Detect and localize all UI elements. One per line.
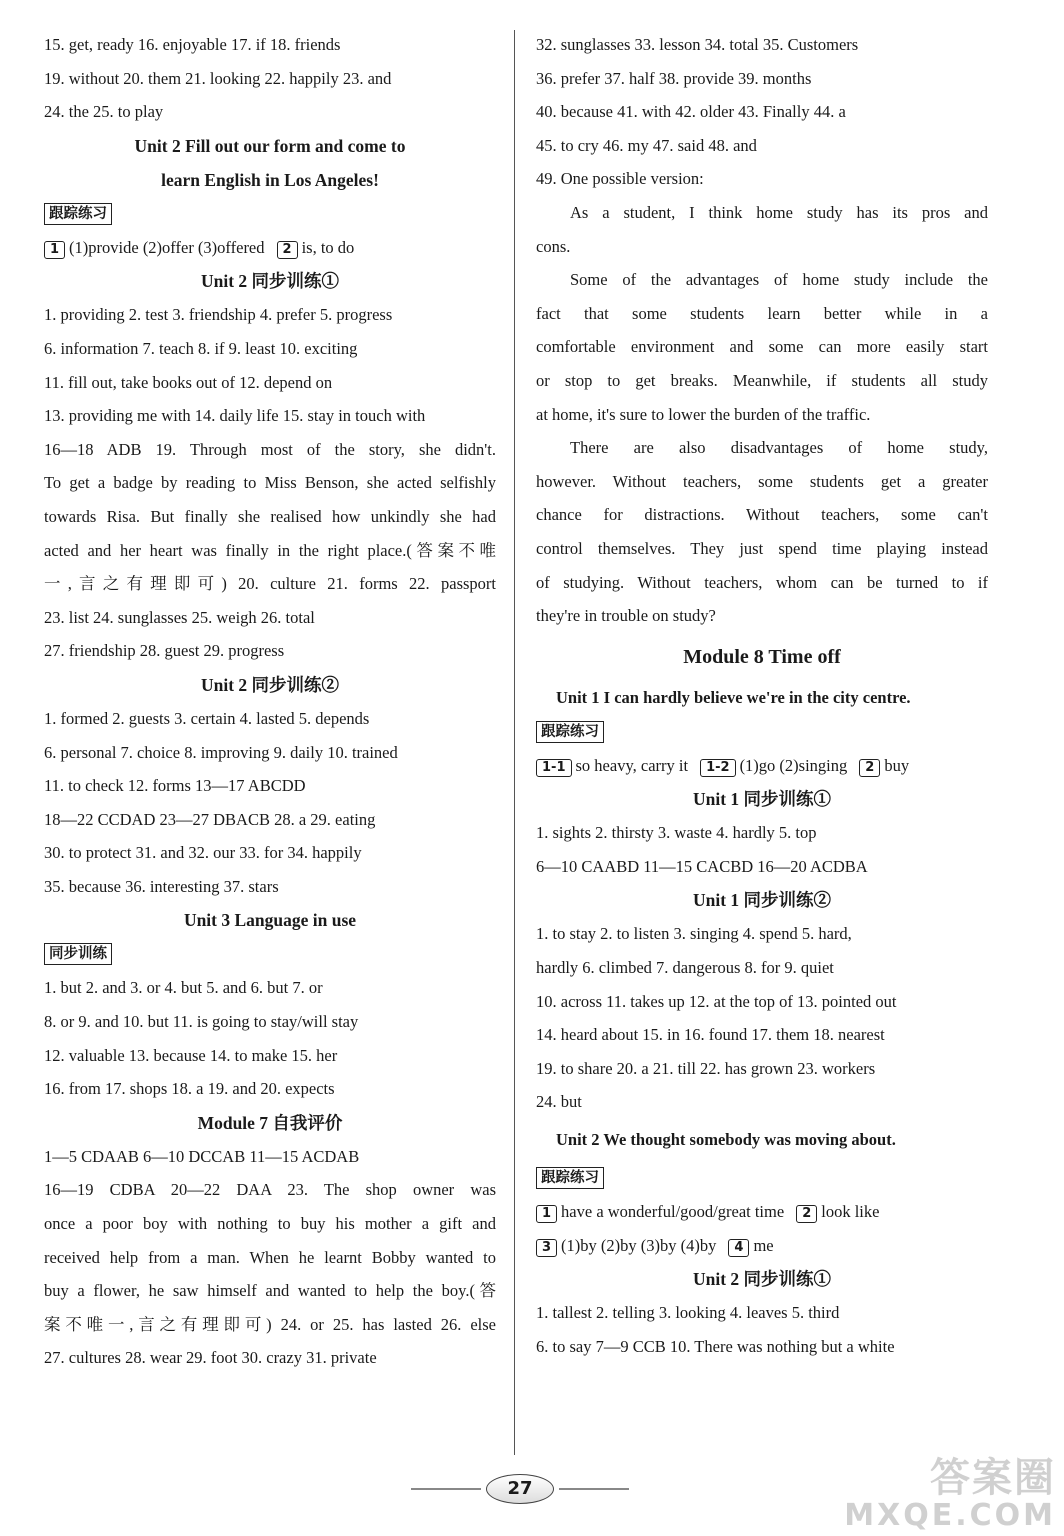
column-divider — [514, 30, 515, 1455]
answer-line: 一,言之有理即可) 20. culture 21. forms 22. passport — [44, 574, 496, 594]
section-tag: 跟踪练习 — [536, 721, 604, 743]
section-heading: Unit 2 同步训练② — [200, 674, 340, 695]
answer-line: 49. One possible version: — [536, 169, 704, 189]
essay-line: however. Without teachers, some students get a greater — [536, 471, 988, 491]
section-heading: Module 7 自我评价 — [197, 1112, 343, 1133]
essay-line: chance for distractions. Without teachers, some can't — [536, 505, 988, 525]
essay-line: or stop to get breaks. Meanwhile, if students all study — [536, 370, 988, 390]
essay-line: of studying. Without teachers, whom can be turned to if — [536, 572, 988, 592]
essay-line: cons. — [536, 236, 571, 256]
answer-line: To get a badge by reading to Miss Benson, she acted selfishly — [44, 473, 496, 493]
answer-line: 27. friendship 28. guest 29. progress — [44, 641, 285, 661]
unit-heading: Unit 1 I can hardly believe we're in the city centre. — [556, 687, 911, 707]
answer-line: 6—10 CAABD 11—15 CACBD 16—20 ACDBA — [536, 856, 868, 876]
answer-line: 15. get, ready 16. enjoyable 17. if 18. friends — [44, 35, 341, 54]
answer-line: 45. to cry 46. my 47. said 48. and — [536, 135, 757, 155]
answer-line: 1. providing 2. test 3. friendship 4. prefer 5. progress — [44, 305, 393, 325]
left-column — [44, 28, 496, 1375]
section-heading: Unit 1 同步训练② — [692, 890, 832, 911]
question-box: 2 — [277, 241, 298, 259]
question-box: 1-2 — [700, 759, 736, 777]
answer-line: 1 have a wonderful/good/great time 2 look like — [536, 1195, 988, 1229]
answer-line: 16—19 CDBA 20—22 DAA 23. The shop owner was — [44, 1180, 496, 1200]
question-box: 1 — [44, 241, 65, 259]
right-column — [536, 28, 988, 1363]
page-number: 27 — [486, 1474, 554, 1504]
unit-heading: Unit 2 We thought somebody was moving about. — [556, 1130, 896, 1150]
answer-line: 23. list 24. sunglasses 25. weigh 26. total — [44, 607, 315, 627]
essay-line: As a student, I think home study has its pros and — [570, 202, 988, 222]
answer-line: 30. to protect 31. and 32. our 33. for 34. happily — [44, 843, 362, 863]
answer-line: 27. cultures 28. wear 29. foot 30. crazy 31. private — [44, 1348, 377, 1368]
section-tag: 跟踪练习 — [536, 1167, 604, 1189]
answer-line: 1 (1)provide (2)offer (3)offered 2 is, to do — [44, 231, 496, 265]
answer-line: 16. from 17. shops 18. a 19. and 20. expects — [44, 1079, 335, 1099]
answer-line: 案不唯一,言之有理即可) 24. or 25. has lasted 26. else — [44, 1314, 496, 1334]
question-box: 2 — [796, 1205, 817, 1223]
question-box: 1 — [536, 1205, 557, 1223]
answer-line: 36. prefer 37. half 38. provide 39. months — [536, 68, 812, 88]
answer-line: 24. but — [536, 1092, 582, 1112]
section-heading: Unit 2 同步训练① — [200, 271, 340, 292]
unit-heading: Unit 2 Fill out our form and come to — [134, 135, 406, 156]
essay-line: comfortable environment and some can more easily start — [536, 337, 988, 357]
section-heading: Unit 1 同步训练① — [692, 789, 832, 810]
question-box: 3 — [536, 1239, 557, 1257]
answer-line: 1. tallest 2. telling 3. looking 4. leaves 5. third — [536, 1303, 840, 1323]
unit-heading: Unit 3 Language in use — [183, 910, 357, 931]
module-heading: Module 8 Time off — [683, 645, 841, 668]
answer-line: 10. across 11. takes up 12. at the top of 13. pointed out — [536, 991, 897, 1011]
answer-line: towards Risa. But finally she realised how unkindly she had — [44, 506, 496, 526]
answer-line: 6. to say 7—9 CCB 10. There was nothing but a white — [536, 1336, 895, 1356]
question-box: 4 — [728, 1239, 749, 1257]
answer-line: 19. to share 20. a 21. till 22. has grown 23. workers — [536, 1058, 876, 1078]
answer-line: 1. formed 2. guests 3. certain 4. lasted 5. depends — [44, 708, 370, 728]
essay-line: they're in trouble on study? — [536, 606, 716, 626]
answer-line: received help from a man. When he learnt Bobby wanted to — [44, 1247, 496, 1267]
answer-line: 35. because 36. interesting 37. stars — [44, 876, 279, 896]
answer-line: 11. to check 12. forms 13—17 ABCDD — [44, 776, 306, 796]
section-tag: 同步训练 — [44, 943, 112, 965]
answer-line: 8. or 9. and 10. but 11. is going to stay/will stay — [44, 1012, 359, 1032]
answer-line: buy a flower, he saw himself and wanted to help the boy.(答 — [44, 1281, 496, 1301]
section-tag: 跟踪练习 — [44, 203, 112, 225]
question-box: 1-1 — [536, 759, 572, 777]
answer-line: 1. to stay 2. to listen 3. singing 4. spend 5. hard, — [536, 924, 852, 944]
watermark-logo: 答案圈 MXQE.COM — [844, 1455, 1056, 1533]
answer-line: 24. the 25. to play — [44, 102, 164, 122]
answer-line: 3 (1)by (2)by (3)by (4)by 4 me — [536, 1229, 988, 1263]
answer-line: 32. sunglasses 33. lesson 34. total 35. Customers — [536, 35, 859, 54]
essay-line: fact that some students learn better while in a — [536, 303, 988, 323]
answer-line: 14. heard about 15. in 16. found 17. them 18. nearest — [536, 1025, 885, 1045]
question-box: 2 — [859, 759, 880, 777]
answer-line: 16—18 ADB 19. Through most of the story, she didn't. — [44, 439, 496, 459]
answer-line: 1-1 so heavy, carry it 1-2 (1)go (2)singing 2 buy — [536, 749, 988, 783]
essay-line: There are also disadvantages of home study, — [570, 438, 988, 458]
answer-line: 1—5 CDAAB 6—10 DCCAB 11—15 ACDAB — [44, 1146, 360, 1166]
unit-heading-cont: learn English in Los Angeles! — [161, 169, 379, 190]
answer-line: 6. personal 7. choice 8. improving 9. daily 10. trained — [44, 742, 398, 762]
answer-line: 1. but 2. and 3. or 4. but 5. and 6. but 7. or — [44, 978, 323, 998]
section-heading: Unit 2 同步训练① — [692, 1269, 832, 1290]
answer-line: acted and her heart was finally in the right place.(答案不唯 — [44, 540, 496, 560]
answer-line: hardly 6. climbed 7. dangerous 8. for 9. quiet — [536, 958, 834, 978]
answer-line: once a poor boy with nothing to buy his mother a gift and — [44, 1214, 496, 1234]
answer-line: 18—22 CCDAD 23—27 DBACB 28. a 29. eating — [44, 809, 376, 829]
essay-line: Some of the advantages of home study include the — [570, 270, 988, 290]
answer-line: 1. sights 2. thirsty 3. waste 4. hardly 5. top — [536, 823, 817, 843]
answer-line: 11. fill out, take books out of 12. depend on — [44, 372, 333, 392]
essay-line: at home, it's sure to lower the burden of the traffic. — [536, 404, 871, 424]
essay-line: control themselves. They just spend time playing instead — [536, 538, 988, 558]
answer-line: 12. valuable 13. because 14. to make 15. her — [44, 1045, 338, 1065]
answer-line: 6. information 7. teach 8. if 9. least 10. exciting — [44, 338, 358, 358]
answer-line: 19. without 20. them 21. looking 22. happily 23. and — [44, 68, 392, 88]
answer-line: 13. providing me with 14. daily life 15. stay in touch with — [44, 406, 426, 426]
answer-line: 40. because 41. with 42. older 43. Finally 44. a — [536, 102, 846, 122]
